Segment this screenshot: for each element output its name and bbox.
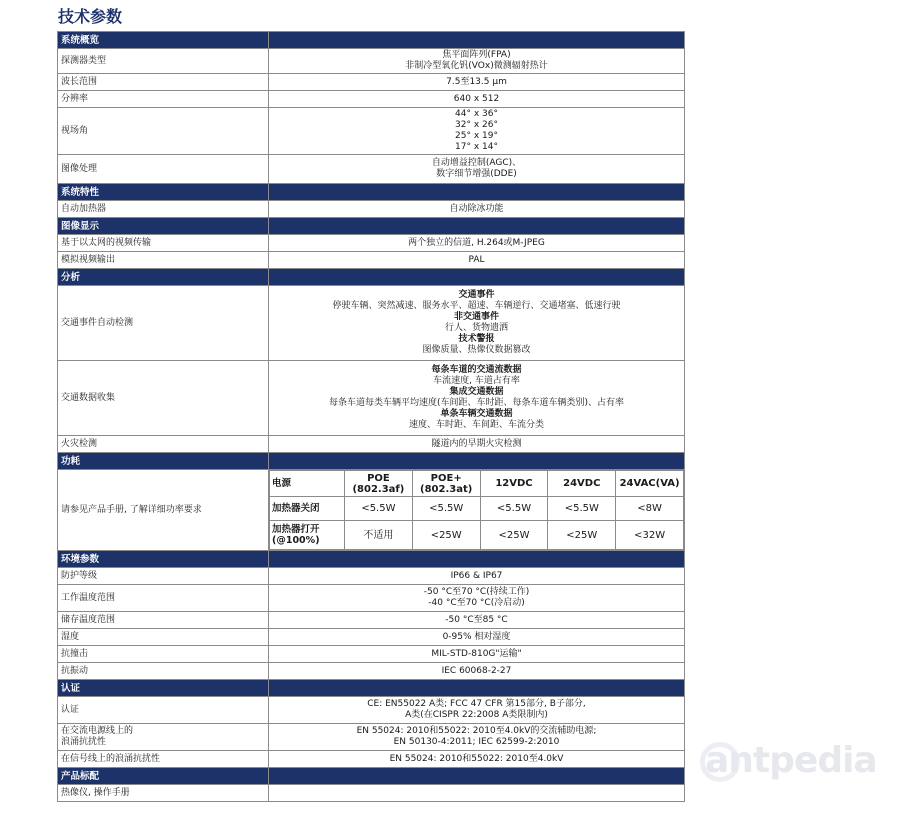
power-cell-value: <32W bbox=[616, 521, 684, 550]
row-value: 隧道内的早期火灾检测 bbox=[269, 436, 685, 453]
section-package: 产品标配 bbox=[58, 768, 685, 785]
page-title: 技术参数 bbox=[58, 7, 123, 26]
power-table bbox=[269, 470, 684, 550]
row-label: 交通数据收集 bbox=[58, 361, 269, 436]
row-heater bbox=[58, 201, 685, 218]
row-humidity bbox=[58, 629, 685, 646]
watermark: antpedia bbox=[705, 740, 877, 781]
row-label: 防护等级 bbox=[58, 568, 269, 585]
section-power: 功耗 bbox=[58, 453, 685, 470]
row-label: 自动加热器 bbox=[58, 201, 269, 218]
row-ip bbox=[58, 568, 685, 585]
power-cell-value: <5.5W bbox=[412, 497, 480, 521]
row-label: 模拟视频输出 bbox=[58, 252, 269, 269]
power-header-row bbox=[270, 471, 684, 497]
row-label: 视场角 bbox=[58, 108, 269, 155]
row-value: 7.5至13.5 μm bbox=[269, 74, 685, 91]
power-header: 24VAC(VA) bbox=[616, 471, 684, 497]
power-header: POE (802.3af) bbox=[345, 471, 413, 497]
power-row-heater-off bbox=[270, 497, 684, 521]
row-traffic-data bbox=[58, 361, 685, 436]
row-fov bbox=[58, 108, 685, 155]
spec-table bbox=[57, 31, 685, 802]
row-detector bbox=[58, 49, 685, 74]
row-value: 焦平面阵列(FPA) 非制冷型氧化钒(VOx)微测辐射热计 bbox=[269, 49, 685, 74]
row-value: 640 x 512 bbox=[269, 91, 685, 108]
row-label: 探测器类型 bbox=[58, 49, 269, 74]
row-label: 储存温度范围 bbox=[58, 612, 269, 629]
power-row-label: 加热器打开 (@100%) bbox=[270, 521, 345, 550]
row-value: IEC 60068-2-27 bbox=[269, 663, 685, 680]
power-header: 电源 bbox=[270, 471, 345, 497]
section-overview: 系统概览 bbox=[58, 32, 685, 49]
row-package bbox=[58, 785, 685, 802]
power-row-label: 加热器关闭 bbox=[270, 497, 345, 521]
row-label: 抗撞击 bbox=[58, 646, 269, 663]
row-analog bbox=[58, 252, 685, 269]
row-label: 图像处理 bbox=[58, 155, 269, 184]
row-operating-temp bbox=[58, 585, 685, 612]
power-row-heater-on bbox=[270, 521, 684, 550]
power-cell-value: <5.5W bbox=[548, 497, 616, 521]
row-vibration bbox=[58, 663, 685, 680]
row-value: IP66 & IP67 bbox=[269, 568, 685, 585]
row-value: 两个独立的信道, H.264或M-JPEG bbox=[269, 235, 685, 252]
row-label: 热像仪, 操作手册 bbox=[58, 785, 269, 802]
power-header: POE+ (802.3at) bbox=[412, 471, 480, 497]
power-cell-value: 不适用 bbox=[345, 521, 413, 550]
row-value: -50 °C至70 °C(持续工作) -40 °C至70 °C(冷启动) bbox=[269, 585, 685, 612]
power-cell-value: <5.5W bbox=[345, 497, 413, 521]
row-traffic-events bbox=[58, 286, 685, 361]
row-ethernet bbox=[58, 235, 685, 252]
section-features: 系统特性 bbox=[58, 184, 685, 201]
row-label: 认证 bbox=[58, 697, 269, 724]
row-value: 自动除冰功能 bbox=[269, 201, 685, 218]
section-certification: 认证 bbox=[58, 680, 685, 697]
row-power bbox=[58, 470, 685, 551]
row-label: 工作温度范围 bbox=[58, 585, 269, 612]
power-header: 24VDC bbox=[548, 471, 616, 497]
power-cell-value: <8W bbox=[616, 497, 684, 521]
power-cell-value: <5.5W bbox=[480, 497, 548, 521]
row-ce bbox=[58, 697, 685, 724]
row-label: 请参见产品手册, 了解详细功率要求 bbox=[58, 470, 269, 551]
row-label: 在交流电源线上的 浪涌抗扰性 bbox=[58, 724, 269, 751]
row-surge-ac bbox=[58, 724, 685, 751]
section-display: 图像显示 bbox=[58, 218, 685, 235]
row-storage-temp bbox=[58, 612, 685, 629]
row-value: EN 55024: 2010和55022: 2010至4.0kV的交流辅助电源; EN 50130-4:2011; IEC 62599-2:2010 bbox=[269, 724, 685, 751]
row-value: 交通事件 停驶车辆、突然减速、服务水平、超速、车辆逆行、交通堵塞、低速行驶 非交通事件 行人、货物遗洒 技术警报 图像质量、热像仪数据篡改 bbox=[269, 286, 685, 361]
row-label: 火灾检测 bbox=[58, 436, 269, 453]
power-header: 12VDC bbox=[480, 471, 548, 497]
section-analysis: 分析 bbox=[58, 269, 685, 286]
row-image-processing bbox=[58, 155, 685, 184]
row-value: PAL bbox=[269, 252, 685, 269]
row-label: 波长范围 bbox=[58, 74, 269, 91]
row-value: 44° x 36° 32° x 26° 25° x 19° 17° x 14° bbox=[269, 108, 685, 155]
row-resolution bbox=[58, 91, 685, 108]
row-label: 分辨率 bbox=[58, 91, 269, 108]
row-value: EN 55024: 2010和55022: 2010至4.0kV bbox=[269, 751, 685, 768]
row-value: 每条车道的交通流数据 车流速度, 车道占有率 集成交通数据 每条车道每类车辆平均速度(车间距、车时距、每条车道车辆类别)、占有率 单条车辆交通数据 速度、车时距、车间距、车流分类 bbox=[269, 361, 685, 436]
power-cell-value: <25W bbox=[480, 521, 548, 550]
power-cell bbox=[269, 470, 685, 551]
row-value: 0-95% 相对湿度 bbox=[269, 629, 685, 646]
row-fire bbox=[58, 436, 685, 453]
power-cell-value: <25W bbox=[548, 521, 616, 550]
row-value: -50 °C至85 °C bbox=[269, 612, 685, 629]
row-value: CE: EN55022 A类; FCC 47 CFR 第15部分, B子部分, A类(在CISPR 22:2008 A类限制内) bbox=[269, 697, 685, 724]
row-surge-signal bbox=[58, 751, 685, 768]
row-wave bbox=[58, 74, 685, 91]
row-label: 在信号线上的浪涌抗扰性 bbox=[58, 751, 269, 768]
row-value: MIL-STD-810G"运输" bbox=[269, 646, 685, 663]
row-label: 交通事件自动检测 bbox=[58, 286, 269, 361]
row-label: 抗振动 bbox=[58, 663, 269, 680]
power-cell-value: <25W bbox=[412, 521, 480, 550]
section-environment: 环境参数 bbox=[58, 551, 685, 568]
row-value: 自动增益控制(AGC)、 数字细节增强(DDE) bbox=[269, 155, 685, 184]
row-label: 湿度 bbox=[58, 629, 269, 646]
row-shock bbox=[58, 646, 685, 663]
row-label: 基于以太网的视频传输 bbox=[58, 235, 269, 252]
